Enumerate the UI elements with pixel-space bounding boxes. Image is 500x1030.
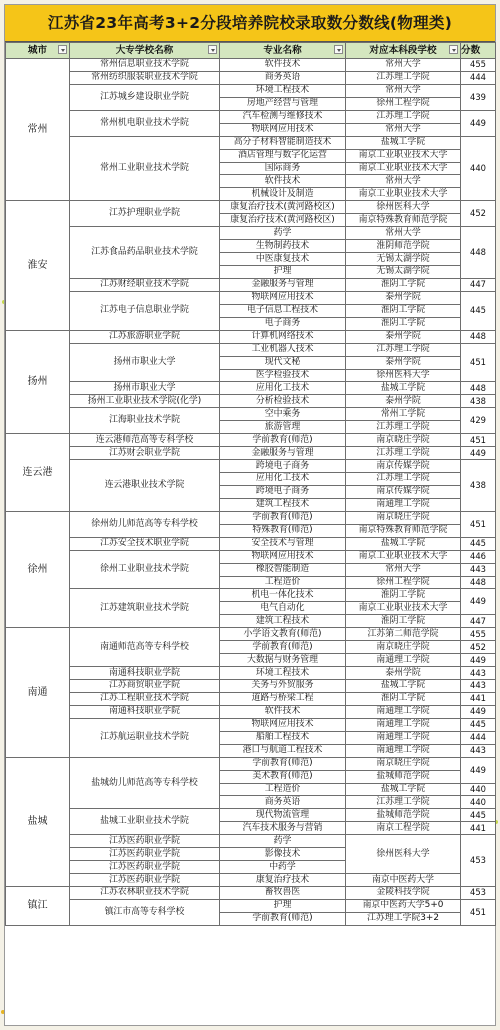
- table-row: [6, 71, 496, 84]
- university-cell: 淮阴工学院: [346, 692, 461, 705]
- score-cell: 445: [461, 718, 496, 731]
- header-row: [6, 43, 496, 59]
- score-cell: 447: [461, 278, 496, 291]
- score-cell: 438: [461, 460, 496, 512]
- college-cell: 镇江市高等专科学校: [70, 899, 220, 925]
- table-row: [6, 757, 496, 770]
- filter-dropdown-icon[interactable]: [449, 45, 458, 54]
- university-cell: 常州大学: [346, 227, 461, 240]
- college-cell: 江苏财会职业学院: [70, 447, 220, 460]
- score-cell: 443: [461, 744, 496, 757]
- college-cell: 常州信息职业技术学院: [70, 59, 220, 72]
- college-cell: 江苏食品药品职业技术学院: [70, 227, 220, 279]
- major-cell: 特殊教育(师范): [220, 524, 346, 537]
- major-cell: 安全技术与管理: [220, 537, 346, 550]
- major-cell: 酒店管理与数字化运营: [220, 149, 346, 162]
- score-cell: 438: [461, 395, 496, 408]
- table-row: [6, 382, 496, 395]
- table-row: [6, 809, 496, 822]
- university-cell: 南通理工学院: [346, 705, 461, 718]
- major-cell: 学前教育(师范): [220, 912, 346, 925]
- university-cell: 南京晓庄学院: [346, 511, 461, 524]
- major-cell: 物联网应用技术: [220, 123, 346, 136]
- major-cell: 旅游管理: [220, 421, 346, 434]
- major-cell: 软件技术: [220, 175, 346, 188]
- university-cell: 常州大学: [346, 123, 461, 136]
- major-cell: 建筑工程技术: [220, 498, 346, 511]
- major-cell: 学前教育(师范): [220, 434, 346, 447]
- major-cell: 美术教育(师范): [220, 770, 346, 783]
- university-cell: 盐城师范学院: [346, 809, 461, 822]
- score-cell: 448: [461, 227, 496, 279]
- university-cell: 无锡太湖学院: [346, 253, 461, 266]
- university-cell: 江苏第二师范学院: [346, 628, 461, 641]
- university-cell: 淮阴工学院: [346, 589, 461, 602]
- university-cell: 徐州医科大学: [346, 835, 461, 874]
- major-cell: 汽车技术服务与营销: [220, 822, 346, 835]
- university-cell: 南通理工学院: [346, 718, 461, 731]
- university-cell: 常州大学: [346, 84, 461, 97]
- score-cell: 440: [461, 783, 496, 796]
- score-cell: 455: [461, 628, 496, 641]
- college-cell: 江苏农林职业技术学院: [70, 887, 220, 900]
- university-cell: 南京工业职业技术大学: [346, 162, 461, 175]
- table-row: [6, 136, 496, 149]
- header-label: 大专学校名称: [115, 44, 174, 56]
- score-cell: 448: [461, 330, 496, 343]
- college-cell: 南通科技职业学院: [70, 667, 220, 680]
- table-row: [6, 589, 496, 602]
- university-cell: 盐城工学院: [346, 680, 461, 693]
- university-cell: 徐州工程学院: [346, 97, 461, 110]
- college-cell: 扬州市职业大学: [70, 343, 220, 382]
- university-cell: 泰州学院: [346, 330, 461, 343]
- score-cell: 451: [461, 899, 496, 925]
- city-cell: 盐城: [6, 757, 70, 886]
- page-title: 江苏省23年高考3+2分段培养院校录取数分数线(物理类): [5, 5, 495, 42]
- university-cell: 南京中医药大学5+0: [346, 899, 461, 912]
- college-cell: 常州机电职业技术学院: [70, 110, 220, 136]
- college-cell: 南通师范高等专科学校: [70, 628, 220, 667]
- college-cell: 江苏护理职业学院: [70, 201, 220, 227]
- college-cell: 江苏财经职业技术学院: [70, 278, 220, 291]
- header-college: [70, 43, 220, 59]
- university-cell: 淮阴工学院: [346, 278, 461, 291]
- header-label: 分数: [461, 44, 481, 56]
- major-cell: 商务英语: [220, 71, 346, 84]
- university-cell: 江苏理工学院: [346, 447, 461, 460]
- major-cell: 应用化工技术: [220, 382, 346, 395]
- score-cell: 444: [461, 731, 496, 744]
- major-cell: 学前教育(师范): [220, 641, 346, 654]
- college-cell: 常州纺织服装职业技术学院: [70, 71, 220, 84]
- major-cell: 空中乘务: [220, 408, 346, 421]
- university-cell: 常州大学: [346, 59, 461, 72]
- university-cell: 南京工业职业技术大学: [346, 188, 461, 201]
- score-cell: 449: [461, 589, 496, 615]
- score-cell: 444: [461, 71, 496, 84]
- score-cell: 448: [461, 576, 496, 589]
- university-cell: 江苏理工学院: [346, 110, 461, 123]
- major-cell: 国际商务: [220, 162, 346, 175]
- score-cell: 443: [461, 680, 496, 693]
- score-cell: 453: [461, 835, 496, 887]
- filter-dropdown-icon[interactable]: [334, 45, 343, 54]
- major-cell: 机械设计及制造: [220, 188, 346, 201]
- table-row: [6, 874, 496, 887]
- filter-dropdown-icon[interactable]: [58, 45, 67, 54]
- major-cell: 计算机网络技术: [220, 330, 346, 343]
- college-cell: 江苏医药职业学院: [70, 848, 220, 861]
- university-cell: 泰州学院: [346, 395, 461, 408]
- major-cell: 金融服务与管理: [220, 447, 346, 460]
- score-cell: 452: [461, 641, 496, 654]
- university-cell: 徐州医科大学: [346, 201, 461, 214]
- table-row: [6, 628, 496, 641]
- table-row: [6, 667, 496, 680]
- table-row: [6, 550, 496, 563]
- table-row: [6, 511, 496, 524]
- city-cell: 常州: [6, 59, 70, 201]
- college-cell: 连云港师范高等专科学校: [70, 434, 220, 447]
- major-cell: 药学: [220, 227, 346, 240]
- table-row: [6, 680, 496, 693]
- city-cell: 徐州: [6, 511, 70, 627]
- college-cell: 江苏旅游职业学院: [70, 330, 220, 343]
- score-cell: 453: [461, 887, 496, 900]
- university-cell: 南京特殊教育师范学院: [346, 214, 461, 227]
- score-cell: 448: [461, 382, 496, 395]
- major-cell: 汽车检测与维修技术: [220, 110, 346, 123]
- table-row: [6, 537, 496, 550]
- table-row: [6, 460, 496, 473]
- university-cell: 南京工业职业技术大学: [346, 602, 461, 615]
- university-cell: 江苏理工学院: [346, 71, 461, 84]
- college-cell: 常州工业职业技术学院: [70, 136, 220, 201]
- major-cell: 港口与航道工程技术: [220, 744, 346, 757]
- score-cell: 446: [461, 550, 496, 563]
- filter-dropdown-icon[interactable]: [208, 45, 217, 54]
- table-row: [6, 408, 496, 421]
- major-cell: 物联网应用技术: [220, 550, 346, 563]
- city-cell: 扬州: [6, 330, 70, 434]
- major-cell: 影像技术: [220, 848, 346, 861]
- university-cell: 南京传媒学院: [346, 460, 461, 473]
- city-cell: 镇江: [6, 887, 70, 926]
- major-cell: 现代物流管理: [220, 809, 346, 822]
- header-label: 城市: [27, 44, 48, 56]
- score-cell: 447: [461, 615, 496, 628]
- university-cell: 盐城师范学院: [346, 770, 461, 783]
- major-cell: 船舶工程技术: [220, 731, 346, 744]
- table-body: [6, 59, 496, 926]
- university-cell: 南京传媒学院: [346, 485, 461, 498]
- table-row: [6, 887, 496, 900]
- university-cell: 江苏理工学院: [346, 796, 461, 809]
- major-cell: 药学: [220, 835, 346, 848]
- major-cell: 工程造价: [220, 783, 346, 796]
- score-cell: 449: [461, 110, 496, 136]
- major-cell: 商务英语: [220, 796, 346, 809]
- table-row: [6, 899, 496, 912]
- major-cell: 道路与桥梁工程: [220, 692, 346, 705]
- table-row: [6, 434, 496, 447]
- major-cell: 工程造价: [220, 576, 346, 589]
- university-cell: 淮阴工学院: [346, 304, 461, 317]
- university-cell: 泰州学院: [346, 667, 461, 680]
- university-cell: 江苏理工学院3+2: [346, 912, 461, 925]
- score-cell: 451: [461, 434, 496, 447]
- major-cell: 电气自动化: [220, 602, 346, 615]
- major-cell: 跨境电子商务: [220, 485, 346, 498]
- college-cell: 江苏工程职业技术学院: [70, 692, 220, 705]
- university-cell: 盐城工学院: [346, 537, 461, 550]
- major-cell: 中药学: [220, 861, 346, 874]
- major-cell: 畜牧兽医: [220, 887, 346, 900]
- score-cell: 441: [461, 692, 496, 705]
- university-cell: 南通理工学院: [346, 498, 461, 511]
- university-cell: 淮阴工学院: [346, 317, 461, 330]
- university-cell: 南通理工学院: [346, 744, 461, 757]
- major-cell: 小学语文教育(师范): [220, 628, 346, 641]
- university-cell: 盐城工学院: [346, 136, 461, 149]
- header-label: 专业名称: [263, 44, 302, 56]
- college-cell: 江苏安全技术职业学院: [70, 537, 220, 550]
- score-cell: 449: [461, 447, 496, 460]
- score-cell: 451: [461, 511, 496, 537]
- table-row: [6, 705, 496, 718]
- major-cell: 物联网应用技术: [220, 291, 346, 304]
- header-university: [346, 43, 461, 59]
- college-cell: 徐州工业职业技术学院: [70, 550, 220, 589]
- table-row: [6, 343, 496, 356]
- score-cell: 449: [461, 757, 496, 783]
- university-cell: 南京晓庄学院: [346, 641, 461, 654]
- table-row: [6, 201, 496, 214]
- university-cell: 盐城工学院: [346, 783, 461, 796]
- major-cell: 中医康复技术: [220, 253, 346, 266]
- city-cell: 淮安: [6, 201, 70, 330]
- major-cell: 金融服务与管理: [220, 278, 346, 291]
- major-cell: 物联网应用技术: [220, 718, 346, 731]
- major-cell: 学前教育(师范): [220, 511, 346, 524]
- score-cell: 455: [461, 59, 496, 72]
- university-cell: 泰州学院: [346, 291, 461, 304]
- score-cell: 441: [461, 822, 496, 835]
- college-cell: 江苏医药职业学院: [70, 861, 220, 874]
- university-cell: 淮阴工学院: [346, 615, 461, 628]
- major-cell: 关务与外贸服务: [220, 680, 346, 693]
- score-cell: 445: [461, 537, 496, 550]
- table-row: [6, 330, 496, 343]
- table-row: [6, 291, 496, 304]
- major-cell: 学前教育(师范): [220, 757, 346, 770]
- university-cell: 南京晓庄学院: [346, 434, 461, 447]
- college-cell: 盐城工业职业技术学院: [70, 809, 220, 835]
- university-cell: 徐州医科大学: [346, 369, 461, 382]
- college-cell: 徐州幼儿师范高等专科学校: [70, 511, 220, 537]
- major-cell: 分析检验技术: [220, 395, 346, 408]
- score-cell: 451: [461, 343, 496, 382]
- major-cell: 康复治疗技术: [220, 874, 346, 887]
- table-row: [6, 59, 496, 72]
- header-label: 对应本科段学校: [369, 44, 437, 56]
- major-cell: 大数据与财务管理: [220, 654, 346, 667]
- university-cell: 南京中医药大学: [346, 874, 461, 887]
- table-row: [6, 692, 496, 705]
- major-cell: 房地产经营与管理: [220, 97, 346, 110]
- major-cell: 环境工程技术: [220, 667, 346, 680]
- college-cell: 盐城幼儿师范高等专科学校: [70, 757, 220, 809]
- table-row: [6, 447, 496, 460]
- table-row: [6, 110, 496, 123]
- major-cell: 环境工程技术: [220, 84, 346, 97]
- major-cell: 康复治疗技术(黄河路校区): [220, 214, 346, 227]
- college-cell: 江苏城乡建设职业学院: [70, 84, 220, 110]
- university-cell: 无锡太湖学院: [346, 266, 461, 279]
- score-cell: 443: [461, 563, 496, 576]
- major-cell: 跨境电子商务: [220, 460, 346, 473]
- score-cell: 440: [461, 796, 496, 809]
- college-cell: 江海职业技术学院: [70, 408, 220, 434]
- score-cell: 445: [461, 809, 496, 822]
- major-cell: 护理: [220, 266, 346, 279]
- university-cell: 常州工学院: [346, 408, 461, 421]
- score-cell: 429: [461, 408, 496, 434]
- university-cell: 南京工程学院: [346, 822, 461, 835]
- score-cell: 449: [461, 654, 496, 667]
- table-row: [6, 395, 496, 408]
- university-cell: 南通理工学院: [346, 731, 461, 744]
- score-cell: 449: [461, 705, 496, 718]
- university-cell: 南京工业职业技术大学: [346, 149, 461, 162]
- score-cell: 439: [461, 84, 496, 110]
- city-cell: 连云港: [6, 434, 70, 512]
- header-city: [6, 43, 70, 59]
- score-cell: 445: [461, 291, 496, 330]
- college-cell: 江苏航运职业技术学院: [70, 718, 220, 757]
- major-cell: 橡胶智能制造: [220, 563, 346, 576]
- university-cell: 江苏理工学院: [346, 473, 461, 486]
- table-row: [6, 835, 496, 848]
- major-cell: 软件技术: [220, 705, 346, 718]
- university-cell: 常州大学: [346, 563, 461, 576]
- college-cell: 连云港职业技术学院: [70, 460, 220, 512]
- spreadsheet-frame: [4, 4, 496, 1026]
- score-cell: 452: [461, 201, 496, 227]
- university-cell: 南通理工学院: [346, 654, 461, 667]
- score-cell: 443: [461, 667, 496, 680]
- major-cell: 护理: [220, 899, 346, 912]
- university-cell: 常州大学: [346, 175, 461, 188]
- university-cell: 金陵科技学院: [346, 887, 461, 900]
- college-cell: 江苏医药职业学院: [70, 835, 220, 848]
- university-cell: 徐州工程学院: [346, 576, 461, 589]
- table-row: [6, 718, 496, 731]
- major-cell: 电子信息工程技术: [220, 304, 346, 317]
- score-cell: 440: [461, 136, 496, 201]
- major-cell: 现代文秘: [220, 356, 346, 369]
- major-cell: 软件技术: [220, 59, 346, 72]
- university-cell: 南京特殊教育师范学院: [346, 524, 461, 537]
- major-cell: 康复治疗技术(黄河路校区): [220, 201, 346, 214]
- table-row: [6, 278, 496, 291]
- college-cell: 江苏医药职业学院: [70, 874, 220, 887]
- major-cell: 电子商务: [220, 317, 346, 330]
- major-cell: 医学检验技术: [220, 369, 346, 382]
- major-cell: 生物制药技术: [220, 240, 346, 253]
- university-cell: 江苏理工学院: [346, 421, 461, 434]
- major-cell: 建筑工程技术: [220, 615, 346, 628]
- major-cell: 机电一体化技术: [220, 589, 346, 602]
- university-cell: 南京晓庄学院: [346, 757, 461, 770]
- major-cell: 工业机器人技术: [220, 343, 346, 356]
- header-score: [461, 43, 496, 59]
- university-cell: 盐城工学院: [346, 382, 461, 395]
- college-cell: 扬州市职业大学: [70, 382, 220, 395]
- university-cell: 泰州学院: [346, 356, 461, 369]
- admission-table: [5, 42, 496, 926]
- university-cell: 南京工业职业技术大学: [346, 550, 461, 563]
- university-cell: 淮阴师范学院: [346, 240, 461, 253]
- major-cell: 高分子材料智能制造技术: [220, 136, 346, 149]
- university-cell: 江苏理工学院: [346, 343, 461, 356]
- table-row: [6, 227, 496, 240]
- header-major: [220, 43, 346, 59]
- college-cell: 扬州工业职业技术学院(化学): [70, 395, 220, 408]
- city-cell: 南通: [6, 628, 70, 757]
- college-cell: 江苏建筑职业技术学院: [70, 589, 220, 628]
- college-cell: 南通科技职业学院: [70, 705, 220, 718]
- table-row: [6, 84, 496, 97]
- major-cell: 应用化工技术: [220, 473, 346, 486]
- college-cell: 江苏电子信息职业学院: [70, 291, 220, 330]
- college-cell: 江苏商贸职业学院: [70, 680, 220, 693]
